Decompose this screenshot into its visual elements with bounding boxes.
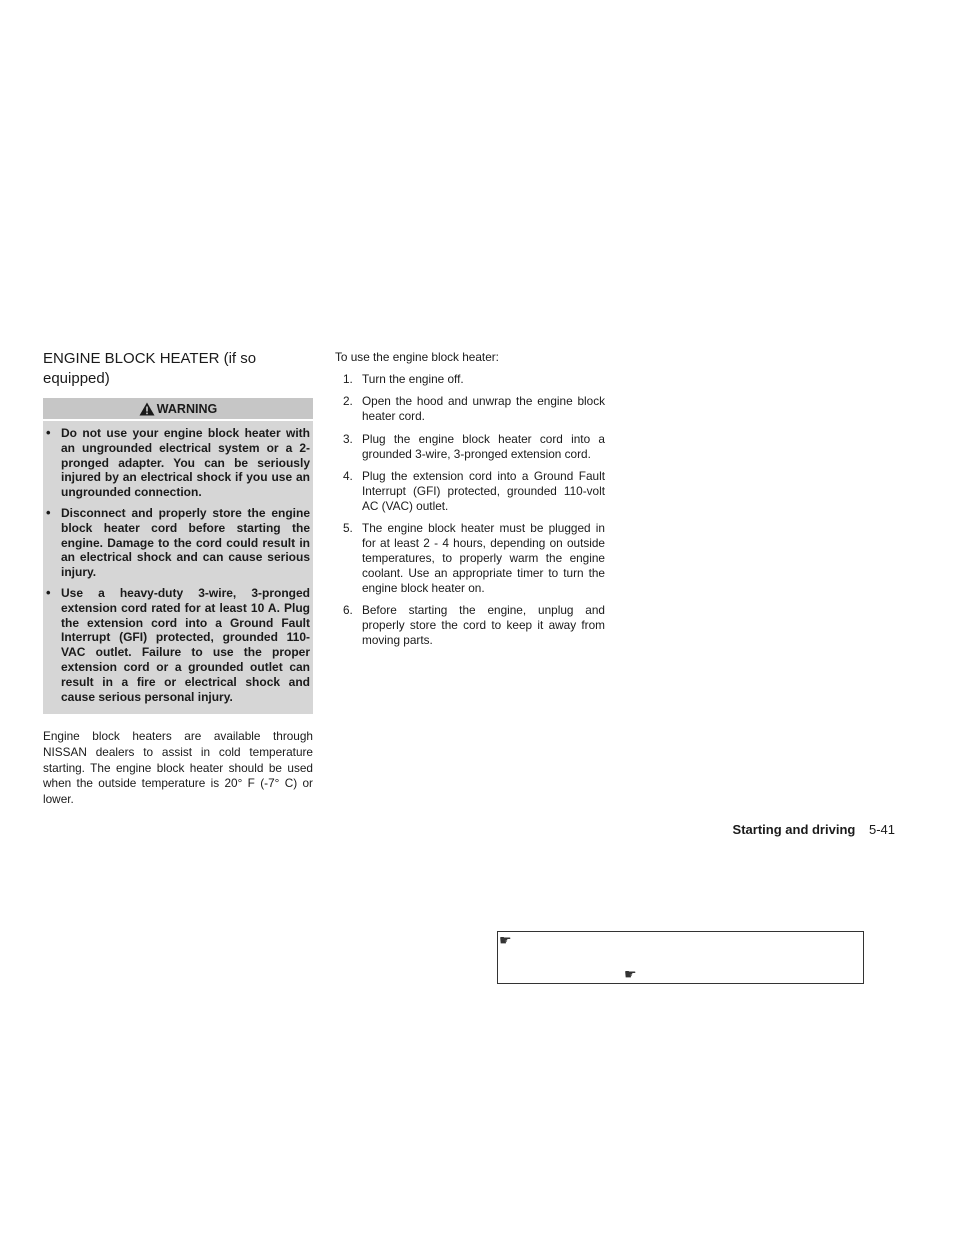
step-number: 6.: [343, 603, 353, 618]
pointing-hand-icon: ☛: [499, 932, 512, 948]
instruction-steps: [335, 372, 605, 656]
step-text: Open the hood and unwrap the engine block heater cord.: [362, 394, 605, 424]
step-item: [335, 394, 605, 424]
reference-box: [497, 931, 864, 984]
warning-box: [43, 398, 313, 714]
step-item: [335, 603, 605, 648]
step-item: [335, 432, 605, 462]
step-text: Plug the extension cord into a Ground Fault Interrupt (GFI) protected, grounded 110-volt AC (VAC) outlet.: [362, 469, 605, 513]
step-number: 1.: [343, 372, 353, 386]
pointing-hand-icon: ☛: [624, 966, 637, 982]
step-item: [335, 521, 605, 596]
warning-label: WARNING: [156, 401, 218, 416]
step-number: 5.: [343, 521, 353, 536]
warning-list: [43, 421, 313, 714]
body-paragraph: Engine block heaters are available through NISSAN dealers to assist in cold temperature starting. The engine block heater should be used when the outside temperature is 20° F (-7° C) or lower.: [43, 729, 313, 807]
warning-item: • Disconnect and properly store the engine block heater cord before starting the engine. Damage to the cord could result in an electrical shock and can cause serious injury.: [43, 506, 310, 580]
step-number: 3.: [343, 431, 353, 446]
step-text: Plug the engine block heater cord into a grounded 3-wire, 3-pronged extension cord.: [362, 431, 605, 461]
warning-triangle-icon: [139, 402, 155, 416]
warning-item: • Do not use your engine block heater with an ungrounded electrical system or a 2-pronged adapter. You can be seriously injured by an electrical shock if you use an ungrounded connection.: [43, 426, 310, 500]
step-text: Turn the engine off.: [362, 372, 464, 386]
step-number: 2.: [343, 394, 353, 409]
section-title: ENGINE BLOCK HEATER (if so equipped): [43, 350, 257, 387]
warning-header: [43, 398, 313, 421]
step-text: Before starting the engine, unplug and properly store the cord to keep it away from moving parts.: [362, 603, 605, 648]
step-text: The engine block heater must be plugged in for at least 2 - 4 hours, depending on outside temperatures, to properly warm the engine coolant. Use an appropriate timer to turn the engine block heater on.: [362, 521, 605, 595]
step-item: [335, 469, 605, 514]
instructions-intro: To use the engine block heater:: [335, 350, 499, 364]
page-number: 5-41: [868, 822, 895, 837]
footer-section-name: Starting and driving: [732, 822, 856, 837]
step-number: 4.: [343, 469, 353, 484]
step-item: [335, 372, 605, 387]
warning-item: • Use a heavy-duty 3-wire, 3-pronged extension cord rated for at least 10 A. Plug the extension cord into a Ground Fault Interrupt (GFI) protected, grounded 110-VAC outlet. Failure to use the proper extension cord or a grounded outlet can result in a fire or electrical shock and cause serious personal injury.: [43, 586, 310, 704]
page-footer: [733, 821, 895, 839]
